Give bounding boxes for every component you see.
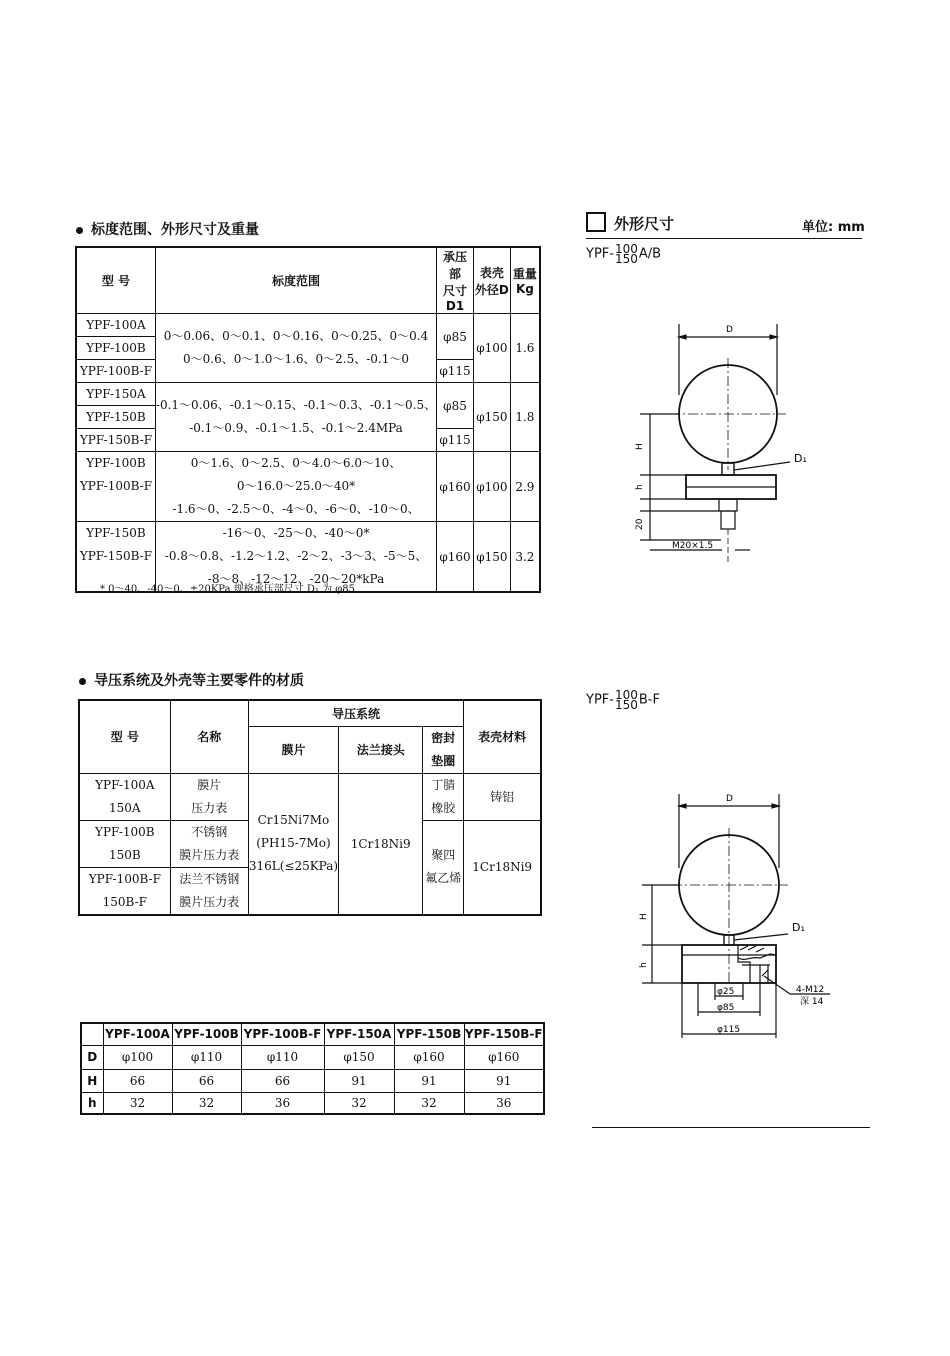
diagram-label-bf: YPF- 100 150 B-F [586,688,660,712]
header-weight: 重量 Kg [510,247,540,314]
header-rule [586,238,862,239]
dim-h-label: h [639,962,649,968]
col-header: YPF-100B [172,1023,241,1045]
bolt-label: 4-M12 [796,985,825,995]
cell-d: φ150 [473,522,510,593]
cell-d1: φ85 [437,314,474,360]
bullet-icon [76,227,83,234]
cell-weight: 3.2 [510,522,540,593]
cell-value: 91 [464,1069,544,1092]
cell-value: φ100 [103,1045,172,1069]
diagram-bf [620,780,850,1060]
cell-case-a: 铸铝 [464,773,541,820]
cell-case-b: 1Cr18Ni9 [464,820,541,915]
corner-cell [81,1023,103,1045]
diagram-ab [620,310,820,570]
cell-d: φ150 [473,383,510,452]
cell-value: φ150 [324,1045,394,1069]
section-title-text: 标度范围、外形尺寸及重量 [91,222,259,238]
cell-weight: 2.9 [510,452,540,522]
header-d: 表壳 外径D [473,247,510,314]
cell-seal-b: 聚四 氟乙烯 [423,820,464,915]
dim-D-label: D [726,325,733,335]
section-title-materials [79,670,304,690]
dim-H-label: H [635,443,645,450]
thread-label: M20×1.5 [672,541,714,551]
cell-value: 66 [172,1069,241,1092]
dimensions-table [80,1022,545,1115]
col-header: YPF-150B-F [464,1023,544,1045]
cell-value: 36 [241,1092,324,1114]
header-model: 型 号 [76,247,155,314]
cell-seal-a: 丁腈 橡胶 [423,773,464,820]
cell-value: 32 [103,1092,172,1114]
dim-D1-label: D₁ [794,452,807,465]
section-title-text: 导压系统及外壳等主要零件的材质 [94,673,304,689]
cell-value: φ160 [394,1045,464,1069]
unit-label: 单位: mm [802,220,865,235]
header-name: 名称 [170,700,248,773]
col-header: YPF-150A [324,1023,394,1045]
cell-d1: φ85 [437,383,474,429]
cell-range: -16～0、-25～0、-40～0* -0.8～0.8、-1.2～1.2、-2～2、-3～3、-5～5、 -8～8、-12～12、-20～20*kPa [155,522,436,593]
scale-range-table [75,246,541,593]
cell-model: YPF-100B YPF-100B-F [76,452,155,522]
row-label: D [81,1045,103,1069]
right-title: 外形尺寸 [614,215,675,233]
footnote: * 0～40、-40～0、±20KPa 规格承压部尺寸 D₁ 为 φ85 [100,584,356,595]
cell-d1: φ160 [437,452,474,522]
section-title-scale [76,219,259,239]
header-system: 导压系统 [248,700,464,726]
cell-name: 不锈钢 膜片压力表 [170,820,248,867]
row-label: h [81,1092,103,1114]
cell-model: YPF-100A [76,314,155,337]
dim-phi115-label: φ115 [717,1025,741,1035]
cell-d1: φ160 [437,522,474,593]
cell-value: 66 [241,1069,324,1092]
col-header: YPF-100B-F [241,1023,324,1045]
diagram-label-ab: YPF- 100 150 A/B [586,242,662,266]
materials-table [78,699,542,916]
cell-name: 法兰不锈钢 膜片压力表 [170,867,248,915]
dim-phi25-label: φ25 [717,987,735,997]
bottom-rule [592,1127,870,1128]
checkbox-square-icon [586,212,606,232]
bullet-icon [79,678,86,685]
header-range: 标度范围 [155,247,436,314]
cell-range: -0.1～0.06、-0.1～0.15、-0.1～0.3、-0.1～0.5、 -0.1～0.9、-0.1～1.5、-0.1～2.4MPa [155,383,436,452]
header-seal: 密封 垫圈 [423,726,464,773]
dim-H-label: H [639,913,649,920]
cell-value: 36 [464,1092,544,1114]
header-flange: 法兰接头 [339,726,423,773]
cell-d: φ100 [473,452,510,522]
cell-value: φ160 [464,1045,544,1069]
cell-d1: φ115 [437,429,474,452]
cell-model: YPF-150B YPF-150B-F [76,522,155,593]
cell-range: 0～0.06、0～0.1、0～0.16、0～0.25、0～0.4 0～0.6、0～1.0～1.6、0～2.5、-0.1～0 [155,314,436,383]
cell-d: φ100 [473,314,510,383]
cell-model: YPF-100B-F 150B-F [79,867,170,915]
dim-h-label: h [635,484,645,490]
cell-d1: φ115 [437,360,474,383]
cell-value: φ110 [172,1045,241,1069]
depth-label: 深 14 [800,997,824,1007]
cell-range: 0～1.6、0～2.5、0～4.0～6.0～10、 0～16.0～25.0～40* -1.6～0、-2.5～0、-4～0、-6～0、-10～0、 [155,452,436,522]
cell-model: YPF-100B 150B [79,820,170,867]
cell-model: YPF-100A 150A [79,773,170,820]
dim-D1-label: D₁ [792,921,805,934]
cell-weight: 1.8 [510,383,540,452]
cell-model: YPF-100B [76,337,155,360]
cell-flange: 1Cr18Ni9 [339,773,423,915]
cell-model: YPF-100B-F [76,360,155,383]
cell-value: φ110 [241,1045,324,1069]
header-d1: 承压部 尺寸D1 [437,247,474,314]
cell-membrane: Cr15Ni7Mo (PH15-7Mo) 316L(≤25KPa) [248,773,338,915]
header-model: 型 号 [79,700,170,773]
cell-weight: 1.6 [510,314,540,383]
row-label: H [81,1069,103,1092]
header-case: 表壳材料 [464,700,541,773]
header-membrane: 膜片 [248,726,338,773]
dim-20-label: 20 [635,518,645,530]
cell-model: YPF-150B [76,406,155,429]
cell-value: 66 [103,1069,172,1092]
cell-value: 32 [324,1092,394,1114]
cell-value: 91 [324,1069,394,1092]
cell-model: YPF-150A [76,383,155,406]
cell-name: 膜片 压力表 [170,773,248,820]
dim-phi85-label: φ85 [717,1003,735,1013]
cell-value: 32 [172,1092,241,1114]
col-header: YPF-100A [103,1023,172,1045]
cell-model: YPF-150B-F [76,429,155,452]
dim-D-label: D [726,794,733,804]
cell-value: 32 [394,1092,464,1114]
col-header: YPF-150B [394,1023,464,1045]
cell-value: 91 [394,1069,464,1092]
